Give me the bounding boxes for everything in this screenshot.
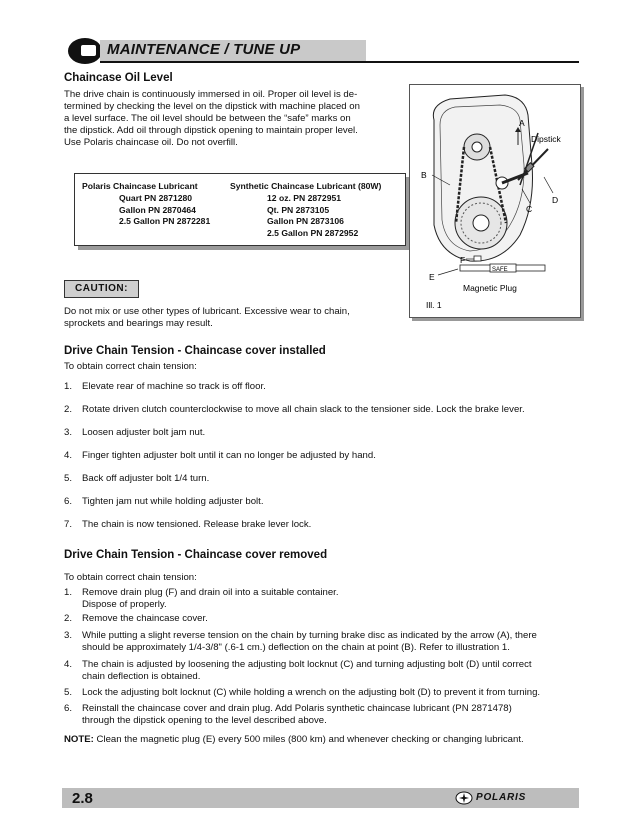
step-number: 4. [64, 659, 73, 670]
lubricant-item: Quart PN 2871280 [119, 193, 193, 203]
step-number: 7. [64, 519, 73, 530]
installed-step [64, 473, 579, 485]
removed-intro: To obtain correct chain tension: [64, 572, 197, 583]
caution-text [64, 306, 404, 330]
polaris-lubricant-title: Polaris Chaincase Lubricant [82, 181, 198, 191]
page-number: 2.8 [72, 790, 93, 807]
step-text: Rotate driven clutch counterclockwise to move all chain slack to the tensioner side. Lock the brake lever. [82, 404, 525, 415]
figure-caption: Ill. 1 [426, 300, 442, 310]
note-text: Clean the magnetic plug (E) every 500 miles (800 km) and whenever checking or changing lubricant. [96, 734, 524, 745]
step-text: Tighten jam nut while holding adjuster bolt. [82, 496, 264, 507]
label-f: F [460, 255, 466, 265]
removed-step [64, 659, 579, 683]
lubricant-item: 12 oz. PN 2872951 [267, 193, 342, 203]
polaris-star-icon [455, 791, 473, 805]
lubricant-box [74, 173, 406, 246]
lubricant-item: Gallon PN 2870464 [119, 204, 196, 215]
section-title: MAINTENANCE / TUNE UP [107, 41, 301, 58]
polaris-logo-icon [455, 791, 473, 810]
step-number: 1. [64, 587, 73, 598]
step-text: While putting a slight reverse tension on the chain by turning brake disc as indicated by the arrow (A), there [82, 630, 537, 641]
step-text: The chain is adjusted by loosening the adjusting bolt locknut (C) and turning adjusting bolt (D) until correct [82, 659, 532, 670]
label-safe: SAFE [492, 267, 508, 273]
label-dipstick: Dipstick [531, 134, 561, 144]
lubricant-item: Gallon PN 2873106 [267, 216, 344, 226]
oil-line: a level surface. The oil level should be between the “safe” marks on [64, 113, 351, 124]
oil-line: Use Polaris chaincase oil. Do not overfill. [64, 137, 238, 148]
installed-step [64, 496, 579, 508]
removed-step [64, 630, 579, 654]
removed-heading: Drive Chain Tension - Chaincase cover removed [64, 549, 328, 561]
installed-step [64, 404, 579, 416]
installed-step [64, 381, 579, 393]
maintenance-tools-icon [68, 38, 102, 64]
step-number: 6. [64, 496, 73, 507]
installed-step [64, 427, 579, 439]
label-b: B [421, 170, 427, 180]
step-number: 3. [64, 427, 73, 438]
caution-line: sprockets and bearings may result. [64, 318, 213, 329]
note-label: NOTE: [64, 734, 94, 745]
label-magnetic-plug: Magnetic Plug [463, 283, 517, 293]
chaincase-drawing [410, 85, 580, 317]
lubricant-item: 2.5 Gallon PN 2872281 [119, 216, 211, 226]
label-a: A [519, 118, 525, 128]
step-number: 6. [64, 703, 73, 714]
step-text: should be approximately 1/4-3/8" (.6-1 cm.) deflection on the chain at point (B). Refer to illustration 1. [82, 642, 510, 653]
step-number: 2. [64, 404, 73, 415]
step-text: Loosen adjuster bolt jam nut. [82, 427, 206, 438]
caution-label: CAUTION: [64, 280, 139, 298]
step-text: Finger tighten adjuster bolt until it can no longer be adjusted by hand. [82, 450, 376, 461]
step-text: Lock the adjusting bolt locknut (C) while holding a wrench on the adjusting bolt (D) to prevent it from turning. [82, 687, 541, 698]
chaincase-illustration [409, 84, 581, 318]
installed-step [64, 450, 579, 462]
step-text: Back off adjuster bolt 1/4 turn. [82, 473, 210, 484]
step-number: 4. [64, 450, 73, 461]
step-number: 5. [64, 473, 73, 484]
step-text: chain deflection is obtained. [82, 671, 201, 682]
step-text: The chain is now tensioned. Release brake lever lock. [82, 519, 312, 530]
removed-step [64, 613, 579, 625]
caution-line: Do not mix or use other types of lubricant. Excessive wear to chain, [64, 306, 350, 317]
label-c: C [526, 204, 533, 214]
oil-line: The drive chain is continuously immersed in oil. Proper oil level is de- [64, 89, 358, 100]
installed-intro: To obtain correct chain tension: [64, 361, 197, 372]
removed-step [64, 703, 579, 727]
lubricant-item: 2.5 Gallon PN 2872952 [267, 227, 359, 238]
removed-step [64, 587, 579, 611]
removed-step [64, 687, 579, 699]
header-rule [100, 61, 579, 63]
oil-level-heading: Chaincase Oil Level [64, 72, 173, 84]
label-e: E [429, 272, 435, 282]
step-number: 2. [64, 613, 73, 624]
step-text: through the dipstick opening to the level described above. [82, 715, 327, 726]
oil-level-paragraph [64, 89, 404, 149]
lubricant-item: Qt. PN 2873105 [267, 204, 330, 215]
oil-line: termined by checking the level on the dipstick with machine placed on [64, 101, 360, 112]
step-text: Elevate rear of machine so track is off floor. [82, 381, 266, 392]
label-d: D [552, 195, 559, 205]
step-text: Dispose of properly. [82, 599, 167, 610]
step-number: 1. [64, 381, 73, 392]
step-number: 5. [64, 687, 73, 698]
step-text: Remove drain plug (F) and drain oil into a suitable container. [82, 587, 339, 598]
installed-heading: Drive Chain Tension - Chaincase cover installed [64, 345, 326, 357]
step-text: Remove the chaincase cover. [82, 613, 208, 624]
oil-line: the dipstick. Add oil through dipstick opening to maintain proper level. [64, 125, 358, 136]
brand-logo-text: POLARIS [476, 792, 527, 803]
synthetic-lubricant-title: Synthetic Chaincase Lubricant (80W) [230, 181, 382, 191]
step-number: 3. [64, 630, 73, 641]
installed-step [64, 519, 579, 531]
note [64, 734, 579, 746]
step-text: Reinstall the chaincase cover and drain plug. Add Polaris synthetic chaincase lubricant (PN 2871478) [82, 703, 512, 714]
